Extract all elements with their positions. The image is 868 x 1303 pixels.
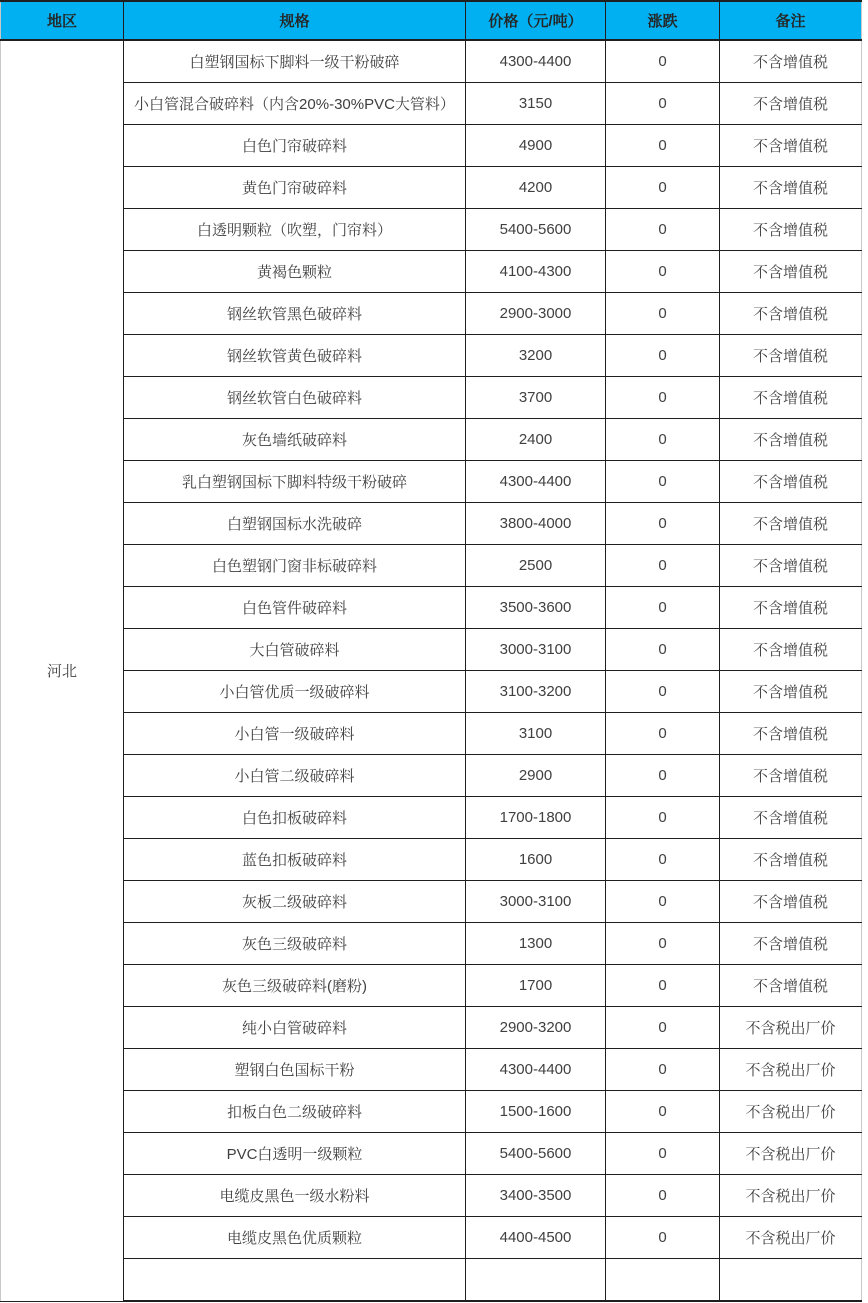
spec-cell: 灰板二级破碎料 — [124, 881, 466, 923]
spec-cell: 灰色三级破碎料(磨粉) — [124, 965, 466, 1007]
note-cell: 不含税出厂价 — [720, 1007, 862, 1049]
change-cell: 0 — [606, 167, 720, 209]
note-cell: 不含增值税 — [720, 125, 862, 167]
note-cell: 不含增值税 — [720, 881, 862, 923]
spec-cell: 蓝色扣板破碎料 — [124, 839, 466, 881]
table-row — [1, 419, 862, 461]
table-row — [1, 335, 862, 377]
note-cell: 不含增值税 — [720, 461, 862, 503]
spec-cell: 钢丝软管黑色破碎料 — [124, 293, 466, 335]
spec-cell: 塑钢白色国标干粉 — [124, 1049, 466, 1091]
price-cell: 3200 — [466, 335, 606, 377]
price-cell: 4100-4300 — [466, 251, 606, 293]
change-cell: 0 — [606, 1133, 720, 1175]
note-cell: 不含税出厂价 — [720, 1049, 862, 1091]
table-row — [1, 1049, 862, 1091]
table-row — [1, 545, 862, 587]
note-cell: 不含税出厂价 — [720, 1217, 862, 1259]
table-row — [1, 1007, 862, 1049]
table-body — [1, 40, 862, 1301]
change-cell: 0 — [606, 503, 720, 545]
spec-cell: 白色扣板破碎料 — [124, 797, 466, 839]
change-cell: 0 — [606, 839, 720, 881]
price-cell: 2500 — [466, 545, 606, 587]
spec-cell: 乳白塑钢国标下脚料特级干粉破碎 — [124, 461, 466, 503]
change-cell: 0 — [606, 83, 720, 125]
note-cell: 不含增值税 — [720, 293, 862, 335]
spec-cell: 白色塑钢门窗非标破碎料 — [124, 545, 466, 587]
spec-cell: 黄色门帘破碎料 — [124, 167, 466, 209]
region-cell: 河北 — [1, 40, 124, 1301]
change-cell: 0 — [606, 881, 720, 923]
spec-cell: 电缆皮黑色一级水粉料 — [124, 1175, 466, 1217]
price-cell: 1700-1800 — [466, 797, 606, 839]
change-cell: 0 — [606, 1091, 720, 1133]
note-cell: 不含增值税 — [720, 629, 862, 671]
note-cell: 不含增值税 — [720, 335, 862, 377]
note-cell: 不含增值税 — [720, 545, 862, 587]
price-cell: 4300-4400 — [466, 461, 606, 503]
table-row — [1, 629, 862, 671]
table-row — [1, 293, 862, 335]
note-cell: 不含增值税 — [720, 503, 862, 545]
change-cell: 0 — [606, 251, 720, 293]
change-cell: 0 — [606, 1007, 720, 1049]
spec-cell: 扣板白色二级破碎料 — [124, 1091, 466, 1133]
price-cell: 5400-5600 — [466, 209, 606, 251]
price-cell: 3100 — [466, 713, 606, 755]
price-cell: 1500-1600 — [466, 1091, 606, 1133]
change-cell: 0 — [606, 1175, 720, 1217]
spec-cell: 灰色三级破碎料 — [124, 923, 466, 965]
spec-cell: 黄褐色颗粒 — [124, 251, 466, 293]
table-row — [1, 965, 862, 1007]
change-cell: 0 — [606, 545, 720, 587]
table-row — [1, 881, 862, 923]
change-cell: 0 — [606, 713, 720, 755]
spec-cell: 白色管件破碎料 — [124, 587, 466, 629]
note-cell: 不含增值税 — [720, 755, 862, 797]
price-cell: 4400-4500 — [466, 1217, 606, 1259]
change-cell: 0 — [606, 587, 720, 629]
table-row — [1, 1175, 862, 1217]
price-cell: 4200 — [466, 167, 606, 209]
change-cell: 0 — [606, 671, 720, 713]
price-cell: 3000-3100 — [466, 881, 606, 923]
price-cell: 4900 — [466, 125, 606, 167]
table-row — [1, 1091, 862, 1133]
note-cell: 不含增值税 — [720, 83, 862, 125]
table-row — [1, 251, 862, 293]
table-row — [1, 755, 862, 797]
table-row — [1, 461, 862, 503]
price-cell: 3800-4000 — [466, 503, 606, 545]
table-row — [1, 671, 862, 713]
note-cell: 不含增值税 — [720, 209, 862, 251]
table-row — [1, 209, 862, 251]
price-cell: 3500-3600 — [466, 587, 606, 629]
table-row — [1, 1133, 862, 1175]
table-row — [1, 167, 862, 209]
change-cell: 0 — [606, 965, 720, 1007]
price-cell: 5400-5600 — [466, 1133, 606, 1175]
note-cell: 不含增值税 — [720, 671, 862, 713]
price-cell — [466, 1259, 606, 1302]
table-row — [1, 125, 862, 167]
spec-cell: 小白管二级破碎料 — [124, 755, 466, 797]
table-row — [1, 839, 862, 881]
header-region: 地区 — [1, 1, 124, 40]
spec-cell: 钢丝软管白色破碎料 — [124, 377, 466, 419]
table-row — [1, 40, 862, 83]
price-cell: 2400 — [466, 419, 606, 461]
table-row — [1, 377, 862, 419]
header-note: 备注 — [720, 1, 862, 40]
table-row — [1, 503, 862, 545]
note-cell: 不含增值税 — [720, 251, 862, 293]
change-cell: 0 — [606, 40, 720, 83]
price-cell: 1300 — [466, 923, 606, 965]
spec-cell: 灰色墙纸破碎料 — [124, 419, 466, 461]
price-cell: 1700 — [466, 965, 606, 1007]
note-cell: 不含增值税 — [720, 40, 862, 83]
note-cell: 不含增值税 — [720, 587, 862, 629]
price-cell: 4300-4400 — [466, 40, 606, 83]
note-cell — [720, 1259, 862, 1302]
spec-cell: 电缆皮黑色优质颗粒 — [124, 1217, 466, 1259]
spec-cell: 白塑钢国标水洗破碎 — [124, 503, 466, 545]
header-spec: 规格 — [124, 1, 466, 40]
price-cell: 2900 — [466, 755, 606, 797]
header-change: 涨跌 — [606, 1, 720, 40]
header-row — [1, 1, 862, 40]
change-cell: 0 — [606, 335, 720, 377]
table-row — [1, 587, 862, 629]
note-cell: 不含税出厂价 — [720, 1133, 862, 1175]
spec-cell: 白塑钢国标下脚料一级干粉破碎 — [124, 40, 466, 83]
price-cell: 3100-3200 — [466, 671, 606, 713]
spec-cell: 钢丝软管黄色破碎料 — [124, 335, 466, 377]
note-cell: 不含增值税 — [720, 377, 862, 419]
note-cell: 不含增值税 — [720, 923, 862, 965]
note-cell: 不含增值税 — [720, 167, 862, 209]
price-cell: 3400-3500 — [466, 1175, 606, 1217]
change-cell: 0 — [606, 209, 720, 251]
spec-cell: 小白管优质一级破碎料 — [124, 671, 466, 713]
note-cell: 不含增值税 — [720, 797, 862, 839]
note-cell: 不含增值税 — [720, 713, 862, 755]
note-cell: 不含增值税 — [720, 965, 862, 1007]
change-cell: 0 — [606, 629, 720, 671]
note-cell: 不含税出厂价 — [720, 1091, 862, 1133]
change-cell: 0 — [606, 797, 720, 839]
price-cell: 4300-4400 — [466, 1049, 606, 1091]
table-row — [1, 923, 862, 965]
header-price: 价格（元/吨） — [466, 1, 606, 40]
change-cell: 0 — [606, 377, 720, 419]
spec-cell: 白透明颗粒（吹塑，门帘料） — [124, 209, 466, 251]
table-row — [1, 713, 862, 755]
price-cell: 1600 — [466, 839, 606, 881]
change-cell: 0 — [606, 419, 720, 461]
change-cell: 0 — [606, 293, 720, 335]
note-cell: 不含增值税 — [720, 839, 862, 881]
table-row — [1, 1217, 862, 1259]
price-cell: 3700 — [466, 377, 606, 419]
change-cell: 0 — [606, 461, 720, 503]
price-cell: 3150 — [466, 83, 606, 125]
table-row — [1, 83, 862, 125]
table-row — [1, 1259, 862, 1302]
change-cell: 0 — [606, 755, 720, 797]
change-cell: 0 — [606, 1049, 720, 1091]
note-cell: 不含税出厂价 — [720, 1175, 862, 1217]
spec-cell — [124, 1259, 466, 1302]
spec-cell: 小白管一级破碎料 — [124, 713, 466, 755]
change-cell: 0 — [606, 125, 720, 167]
spec-cell: 小白管混合破碎料（内含20%-30%PVC大管料） — [124, 83, 466, 125]
spec-cell: PVC白透明一级颗粒 — [124, 1133, 466, 1175]
note-cell: 不含增值税 — [720, 419, 862, 461]
table-row — [1, 797, 862, 839]
price-cell: 2900-3000 — [466, 293, 606, 335]
price-cell: 3000-3100 — [466, 629, 606, 671]
change-cell — [606, 1259, 720, 1302]
spec-cell: 白色门帘破碎料 — [124, 125, 466, 167]
spec-cell: 纯小白管破碎料 — [124, 1007, 466, 1049]
change-cell: 0 — [606, 1217, 720, 1259]
spec-cell: 大白管破碎料 — [124, 629, 466, 671]
price-cell: 2900-3200 — [466, 1007, 606, 1049]
change-cell: 0 — [606, 923, 720, 965]
